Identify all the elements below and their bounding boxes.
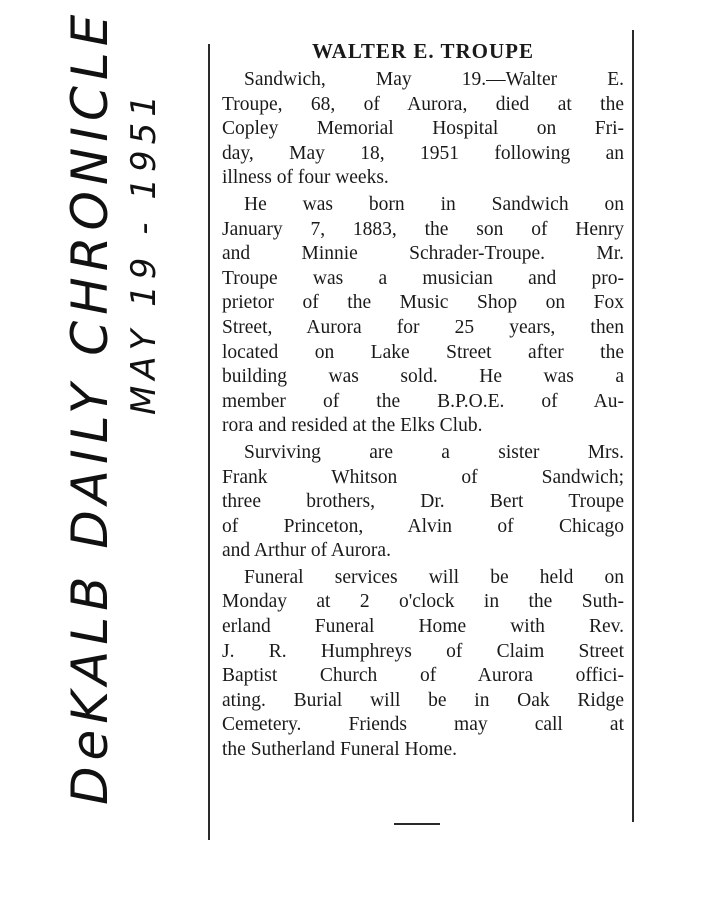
article-line: Surviving are a sister Mrs. — [244, 441, 624, 463]
paragraph-survivors — [222, 441, 624, 564]
article-line: illness of four weeks. — [222, 167, 389, 189]
article-line: Sandwich, May 19.—Walter E. — [244, 69, 624, 90]
handwritten-date: MAY 19 - 1951 — [124, 89, 164, 415]
article-line: building was sold. He was a — [222, 366, 624, 388]
paragraph-death-notice — [222, 68, 624, 191]
article-line: Street, Aurora for 25 years, then — [222, 316, 624, 338]
article-line: He was born in Sandwich on — [244, 193, 624, 215]
handwritten-newspaper-name: DeKALB DAILY CHRONICLE — [61, 8, 119, 805]
article-line: and Minnie Schrader-Troupe. Mr. — [222, 243, 624, 265]
clipping-right-rule — [632, 30, 634, 822]
article-line: Monday at 2 o'clock in the Suth- — [222, 591, 624, 613]
article-line: of Princeton, Alvin of Chicago — [222, 515, 624, 537]
article-line: day, May 18, 1951 following an — [222, 142, 624, 164]
article-line: Troupe was a musician and pro- — [222, 267, 624, 289]
paragraph-biography — [222, 193, 624, 439]
article-line: three brothers, Dr. Bert Troupe — [222, 491, 624, 513]
article-line: Baptist Church of Aurora offici- — [222, 665, 624, 687]
article-line: ating. Burial will be in Oak Ridge — [222, 689, 624, 711]
obituary-headline: WALTER E. TROUPE — [312, 39, 534, 63]
article-line: the Sutherland Funeral Home. — [222, 739, 458, 761]
article-line: prietor of the Music Shop on Fox — [222, 292, 624, 314]
article-line: January 7, 1883, the son of Henry — [222, 218, 624, 240]
article-line: Funeral services will be held on — [244, 566, 624, 588]
article-line: Cemetery. Friends may call at — [222, 714, 624, 736]
article-line: rora and resided at the Elks Club. — [222, 415, 483, 437]
article-line: erland Funeral Home with Rev. — [222, 616, 624, 638]
clipping-end-rule — [394, 823, 440, 825]
paragraph-funeral-services — [222, 566, 624, 763]
article-line: Frank Whitson of Sandwich; — [222, 466, 624, 488]
article-line: Copley Memorial Hospital on Fri- — [222, 118, 624, 140]
article-line: located on Lake Street after the — [222, 341, 624, 363]
article-line: J. R. Humphreys of Claim Street — [222, 640, 624, 662]
clipping-left-rule — [208, 44, 210, 840]
article-line: member of the B.P.O.E. of Au- — [222, 390, 624, 412]
article-line: Troupe, 68, of Aurora, died at the — [222, 93, 624, 115]
article-line: and Arthur of Aurora. — [222, 540, 391, 562]
obituary-clipping — [222, 38, 624, 763]
